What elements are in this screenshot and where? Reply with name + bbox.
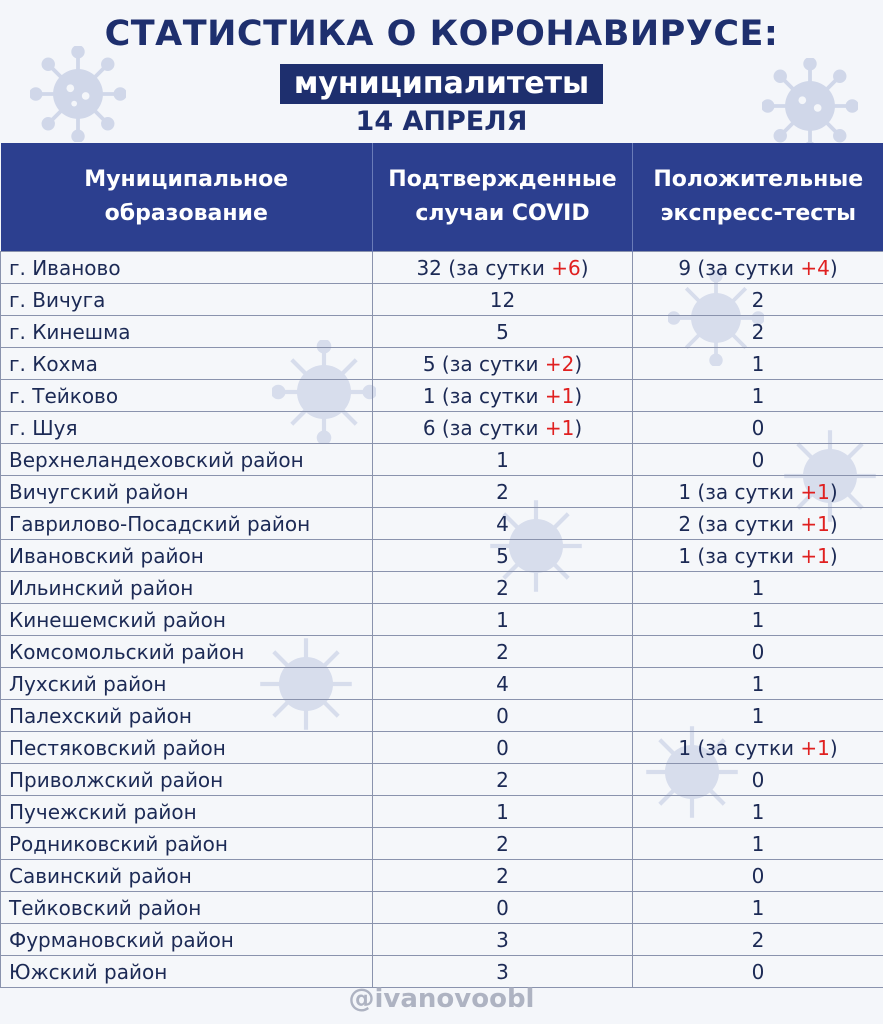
per-day-label: за сутки (705, 255, 795, 280)
table-row (1, 316, 883, 348)
table-row (1, 764, 883, 796)
covid-cases-cell (373, 636, 633, 668)
municipality-name: Родниковский район (1, 828, 373, 860)
column-header-municipality: Муниципальное образование (1, 143, 373, 252)
express-tests-cell (633, 892, 883, 924)
municipality-name: г. Иваново (1, 252, 373, 284)
value: 1 (496, 799, 509, 824)
express-tests-cell (633, 956, 883, 988)
table-row (1, 636, 883, 668)
value: 5 (496, 319, 509, 344)
covid-cases-cell (373, 860, 633, 892)
value: 1 (751, 607, 765, 632)
covid-cases-cell (373, 604, 633, 636)
page-subtitle: муниципалитеты (280, 64, 603, 104)
covid-cases-cell: 32 (за сутки +6) (373, 252, 633, 284)
express-tests-cell (633, 412, 883, 444)
express-tests-cell (633, 380, 883, 412)
report-date: 14 АПРЕЛЯ (355, 106, 528, 137)
covid-cases-cell (373, 796, 633, 828)
table-row (1, 700, 883, 732)
municipality-name: Савинский район (1, 860, 373, 892)
table-row (1, 860, 883, 892)
covid-cases-cell (373, 572, 633, 604)
table-row (1, 796, 883, 828)
municipality-name: Кинешемский район (1, 604, 373, 636)
value: 9 (678, 255, 692, 280)
municipality-name: Ивановский район (1, 540, 373, 572)
table-row (1, 828, 883, 860)
municipality-name: Приволжский район (1, 764, 373, 796)
value: 2 (496, 767, 509, 792)
value: 32 (416, 255, 442, 280)
value: 0 (751, 767, 765, 792)
value: 1 (422, 383, 436, 408)
covid-cases-cell (373, 828, 633, 860)
daily-increase: +1 (800, 543, 830, 568)
express-tests-cell (633, 796, 883, 828)
table-row (1, 572, 883, 604)
table-row (1, 668, 883, 700)
value: 4 (496, 511, 509, 536)
daily-increase: +6 (551, 255, 581, 280)
daily-increase: +1 (544, 383, 575, 408)
municipality-name: Комсомольский район (1, 636, 373, 668)
table-row (1, 892, 883, 924)
value: 0 (496, 703, 509, 728)
express-tests-cell: 1 (за сутки +1) (633, 476, 883, 508)
per-day-label: за сутки (705, 543, 795, 568)
value: 4 (496, 671, 509, 696)
municipality-name: Палехский район (1, 700, 373, 732)
municipality-name: Ильинский район (1, 572, 373, 604)
value: 2 (678, 511, 692, 536)
express-tests-cell (633, 284, 883, 316)
express-tests-cell (633, 828, 883, 860)
covid-cases-cell (373, 764, 633, 796)
municipality-name: Гаврилово-Посадский район (1, 508, 373, 540)
table-row (1, 604, 883, 636)
per-day-label: за сутки (705, 735, 795, 760)
express-tests-cell (633, 604, 883, 636)
value: 2 (751, 319, 765, 344)
table-header-row (1, 143, 883, 252)
value: 1 (678, 735, 692, 760)
value: 1 (751, 831, 765, 856)
express-tests-cell: 1 (за сутки +1) (633, 540, 883, 572)
express-tests-cell: 2 (за сутки +1) (633, 508, 883, 540)
covid-cases-cell (373, 284, 633, 316)
covid-cases-cell (373, 668, 633, 700)
stats-table (0, 143, 883, 988)
per-day-label: за сутки (705, 511, 795, 536)
municipality-name: Фурмановский район (1, 924, 373, 956)
per-day-label: за сутки (705, 479, 795, 504)
table-row (1, 444, 883, 476)
municipality-name: Вичугский район (1, 476, 373, 508)
social-handle: @ivanovoobl (348, 984, 535, 1014)
covid-cases-cell (373, 540, 633, 572)
covid-cases-cell (373, 956, 633, 988)
municipality-name: г. Шуя (1, 412, 373, 444)
table-row (1, 252, 883, 284)
daily-increase: +2 (544, 351, 575, 376)
value: 0 (751, 959, 765, 984)
value: 1 (751, 799, 765, 824)
value: 5 (496, 543, 509, 568)
value: 2 (496, 479, 509, 504)
value: 3 (496, 959, 509, 984)
value: 0 (496, 735, 509, 760)
table-row (1, 380, 883, 412)
daily-increase: +1 (800, 511, 830, 536)
value: 1 (496, 607, 509, 632)
value: 6 (422, 415, 436, 440)
covid-cases-cell (373, 476, 633, 508)
municipality-name: Пучежский район (1, 796, 373, 828)
covid-cases-cell (373, 732, 633, 764)
daily-increase: +1 (800, 479, 830, 504)
express-tests-cell (633, 348, 883, 380)
municipality-name: Пестяковский район (1, 732, 373, 764)
table-row (1, 924, 883, 956)
value: 1 (496, 447, 509, 472)
daily-increase: +1 (544, 415, 575, 440)
column-header-tests: Положительные экспресс-тесты (633, 143, 883, 252)
value: 0 (751, 415, 765, 440)
header (0, 0, 883, 143)
value: 12 (489, 287, 516, 312)
express-tests-cell: 9 (за сутки +4) (633, 252, 883, 284)
value: 1 (751, 895, 765, 920)
covid-cases-cell (373, 316, 633, 348)
table-row (1, 540, 883, 572)
daily-increase: +4 (800, 255, 830, 280)
value: 1 (751, 351, 765, 376)
value: 5 (422, 351, 436, 376)
table-row (1, 412, 883, 444)
covid-cases-cell (373, 892, 633, 924)
express-tests-cell (633, 636, 883, 668)
municipality-name: г. Тейково (1, 380, 373, 412)
value: 1 (751, 383, 765, 408)
covid-cases-cell (373, 924, 633, 956)
table-row (1, 732, 883, 764)
municipality-name: Верхнеландеховский район (1, 444, 373, 476)
covid-cases-cell: 1 (за сутки +1) (373, 380, 633, 412)
daily-increase: +1 (800, 735, 830, 760)
express-tests-cell: 1 (за сутки +1) (633, 732, 883, 764)
value: 1 (678, 543, 692, 568)
value: 1 (678, 479, 692, 504)
municipality-name: г. Кинешма (1, 316, 373, 348)
value: 0 (751, 863, 765, 888)
municipality-name: Лухский район (1, 668, 373, 700)
per-day-label: за сутки (449, 383, 539, 408)
municipality-name: Тейковский район (1, 892, 373, 924)
covid-cases-cell (373, 700, 633, 732)
value: 2 (751, 927, 765, 952)
value: 2 (496, 831, 509, 856)
value: 2 (496, 639, 509, 664)
table-row (1, 284, 883, 316)
value: 1 (751, 671, 765, 696)
page-title: СТАТИСТИКА О КОРОНАВИРУСЕ: (104, 14, 779, 54)
value: 1 (751, 703, 765, 728)
table-row (1, 476, 883, 508)
value: 0 (751, 639, 765, 664)
value: 0 (496, 895, 509, 920)
table-row (1, 348, 883, 380)
municipality-name: г. Вичуга (1, 284, 373, 316)
table-row (1, 956, 883, 988)
covid-cases-cell (373, 508, 633, 540)
municipality-name: Южский район (1, 956, 373, 988)
express-tests-cell (633, 764, 883, 796)
per-day-label: за сутки (456, 255, 545, 280)
express-tests-cell (633, 572, 883, 604)
covid-cases-cell: 5 (за сутки +2) (373, 348, 633, 380)
express-tests-cell (633, 668, 883, 700)
express-tests-cell (633, 700, 883, 732)
express-tests-cell (633, 924, 883, 956)
express-tests-cell (633, 444, 883, 476)
value: 0 (751, 447, 765, 472)
covid-cases-cell: 6 (за сутки +1) (373, 412, 633, 444)
value: 2 (496, 575, 509, 600)
express-tests-cell (633, 860, 883, 892)
covid-cases-cell (373, 444, 633, 476)
value: 2 (496, 863, 509, 888)
subtitle-wrap (0, 64, 883, 104)
per-day-label: за сутки (449, 351, 539, 376)
column-header-covid: Подтвержденные случаи COVID (373, 143, 633, 252)
table-row (1, 508, 883, 540)
value: 1 (751, 575, 765, 600)
per-day-label: за сутки (449, 415, 539, 440)
express-tests-cell (633, 316, 883, 348)
value: 2 (751, 287, 765, 312)
municipality-name: г. Кохма (1, 348, 373, 380)
value: 3 (496, 927, 509, 952)
